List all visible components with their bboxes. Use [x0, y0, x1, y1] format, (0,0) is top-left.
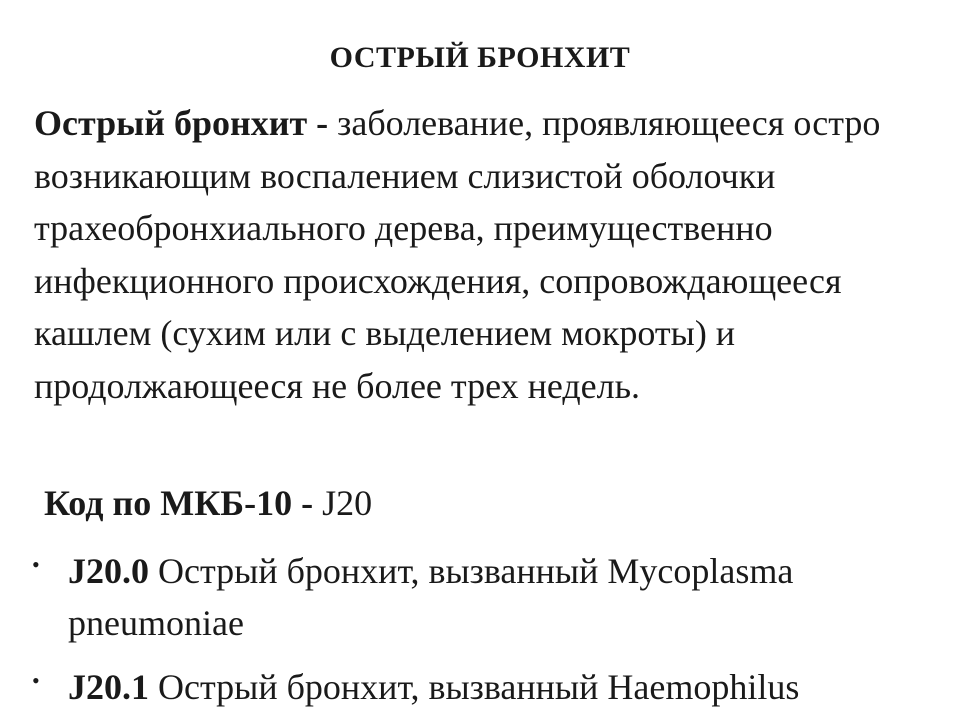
icd-label: Код по МКБ-10 - [44, 483, 314, 523]
page-title: ОСТРЫЙ БРОНХИТ [329, 41, 631, 74]
code-description: Острый бронхит, вызванный Mycoplasma pneumoniae [68, 551, 794, 643]
icd-code-line [44, 477, 372, 529]
definition-paragraph [34, 97, 939, 412]
code-entry-text [68, 661, 938, 713]
code-number: J20.1 [68, 667, 149, 707]
bullet-icon: • [32, 552, 40, 577]
definition-text: заболевание, проявляющееся остро возникающим воспалением слизистой оболочки трахеобронхиального дерева, преимущественно инфекционного происхождения, сопровождающееся кашлем (сухим или с выделением мокроты) и продолжающееся не более трех недель. [34, 103, 881, 406]
list-item [0, 661, 960, 713]
bullet-icon: • [32, 668, 40, 693]
definition-term: Острый бронхит - [34, 103, 329, 143]
icd-code-list [0, 545, 960, 725]
code-entry-text [68, 545, 938, 649]
code-number: J20.0 [68, 551, 149, 591]
list-item [0, 545, 960, 649]
icd-value: J20 [322, 483, 373, 523]
code-description: Острый бронхит, вызванный Haemophilus [158, 667, 800, 707]
